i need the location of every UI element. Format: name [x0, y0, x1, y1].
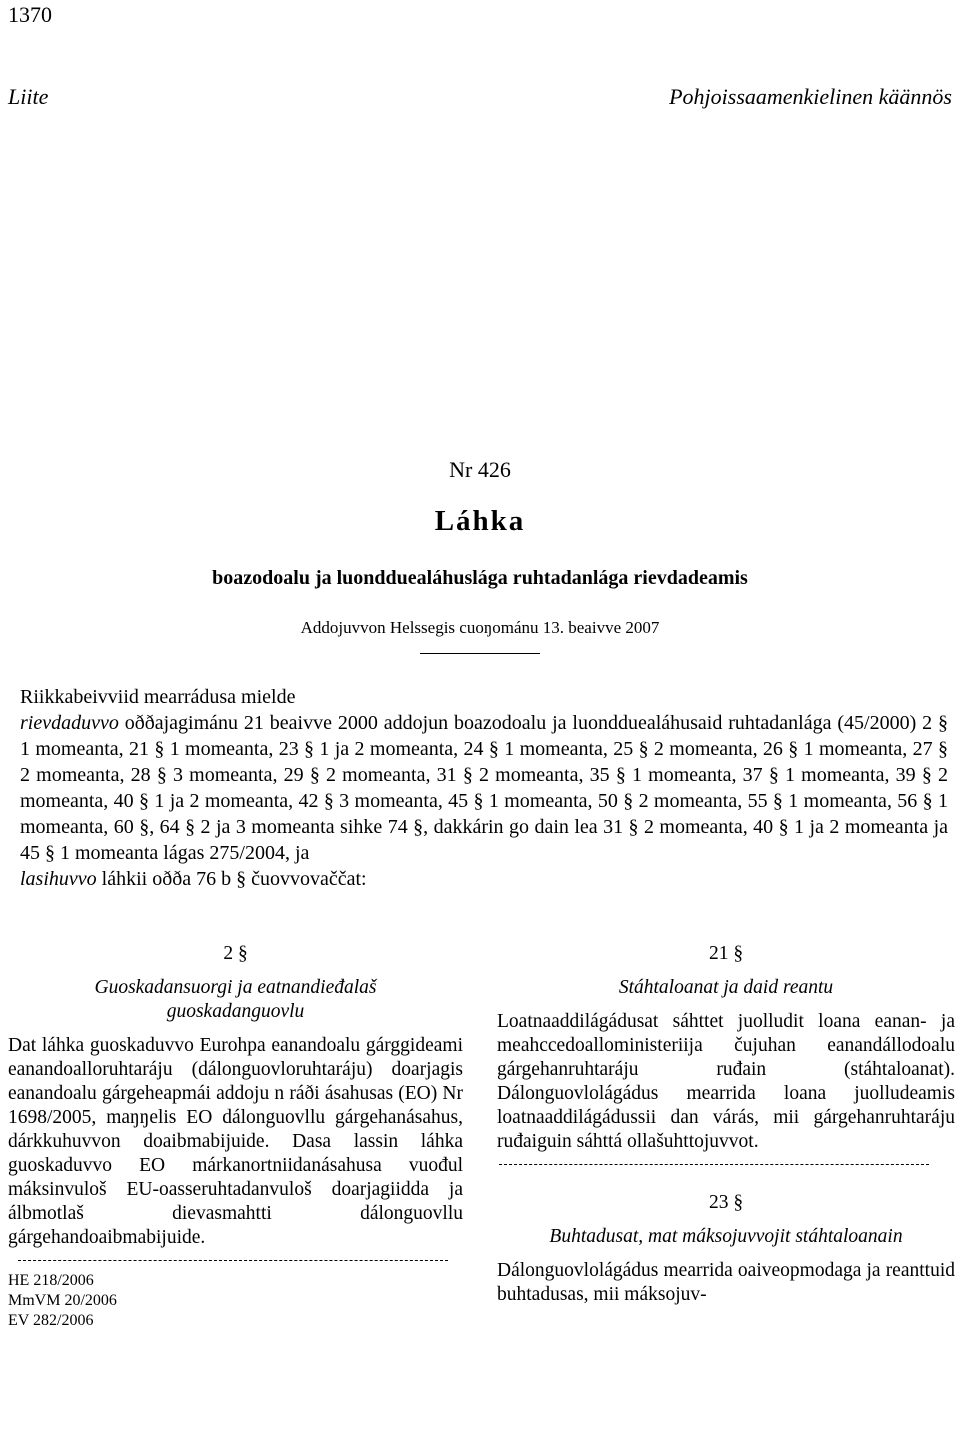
amend-keyword: rievdaduvvo	[20, 712, 119, 734]
footnote: EV 282/2006	[8, 1312, 94, 1329]
act-title: boazodoalu ja luondduealáhuslága ruhtadanlága rievdadeamis	[212, 567, 748, 589]
preamble-amendments	[20, 710, 948, 866]
footnote: HE 218/2006	[8, 1272, 94, 1289]
section-body: Dat láhka guoskaduvvo Eurohpa eanandoalu gárggideami eanandoalloruhtaráju (dálonguovloruhtaráju) doarjagis eanandoalu gárgeheapmái addoju n ráði ásahusas (EO) Nr 1698/2005, maŋŋelis EO dálonguovllu gárgehanásahus, dárkkuhuvvon doaibmabijuide. Dasa lassin láhka guoskaduvvo EO márkanortniidanásahusa vuođul máksinvuloš EU-oasseruhtadanvuloš doarjagiidda ja álbmotlaš dievasmahtti dálonguovllu gárgehandoaibmabijuide.	[8, 1035, 463, 1248]
title-rule	[420, 653, 540, 654]
add-keyword: lasihuvvo	[20, 868, 97, 890]
act-number: Nr 426	[449, 457, 511, 482]
preamble-additions	[20, 866, 948, 892]
right-column	[497, 942, 955, 1307]
section-heading: Guoskadansuorgi ja eatnandieđalaš guoskadanguovlu	[94, 977, 377, 1022]
header-left: Liite	[8, 84, 49, 109]
preamble	[20, 684, 948, 892]
left-column	[8, 942, 463, 1331]
act-date: Addojuvvon Helssegis cuoŋománu 13. beaivve 2007	[300, 618, 660, 637]
act-type: Láhka	[434, 505, 526, 537]
footnote: MmVM 20/2006	[8, 1292, 117, 1309]
add-text: láhkii oðða 76 b § čuovvovaččat:	[96, 868, 367, 890]
page-number: 1370	[8, 2, 52, 27]
section-divider	[18, 1260, 448, 1261]
section-number: 2 §	[223, 943, 248, 964]
footnotes	[8, 1271, 463, 1331]
preamble-intro: Riikkabeivviid mearrádusa mielde	[20, 686, 296, 708]
section-number: 23 §	[708, 1192, 744, 1213]
amend-text: oððajagimánu 21 beaivve 2000 addojun boazodoalu ja luondduealáhusaid ruhtadanlága (45/2000) 2 § 1 momeanta, 21 § 1 momeanta, 23 § 1 ja 2 momeanta, 24 § 1 momeanta, 25 § 2 momeanta, 26 § 1 momeanta, 27 § 2 momeanta, 28 § 3 momeanta, 29 § 2 momeanta, 31 § 2 momeanta, 35 § 1 momeanta, 37 § 1 momeanta, 39 § 2 momeanta, 40 § 1 ja 2 momeanta, 42 § 3 momeanta, 45 § 1 momeanta, 50 § 2 momeanta, 55 § 1 momeanta, 56 § 1 momeanta, 60 §, 64 § 2 ja 3 momeanta sihke 74 §, dakkárin go dain lea 31 § 2 momeanta, 40 § 1 ja 2 momeanta ja 45 § 1 momeanta lágas 275/2004, ja	[20, 712, 948, 864]
header-right: Pohjoissaamenkielinen käännös	[669, 84, 952, 109]
section-heading: Buhtadusat, mat máksojuvvojit stáhtaloanain	[549, 1226, 903, 1247]
section-number: 21 §	[708, 943, 744, 964]
section-body: Dálonguovlolágádus mearrida oaiveopmodaga ja reanttuid buhtadusas, mii máksojuv-	[497, 1260, 955, 1305]
section-body: Loatnaaddilágádusat sáhttet juolludit loana eanan- ja meahccedoalloministeriija čujuhan eanandállodoalu gárgehanruhtaráju ruđain (stáhtaloanat). Dálonguovlolágádus mearrida loana juolludeamis loatnaaddilágádussii dan várás, mii gárgehanruhtaráju ruđaiguin sáhttá ollašuhttojuvvot.	[497, 1011, 955, 1152]
section-heading: Stáhtaloanat ja daid reantu	[618, 977, 834, 998]
